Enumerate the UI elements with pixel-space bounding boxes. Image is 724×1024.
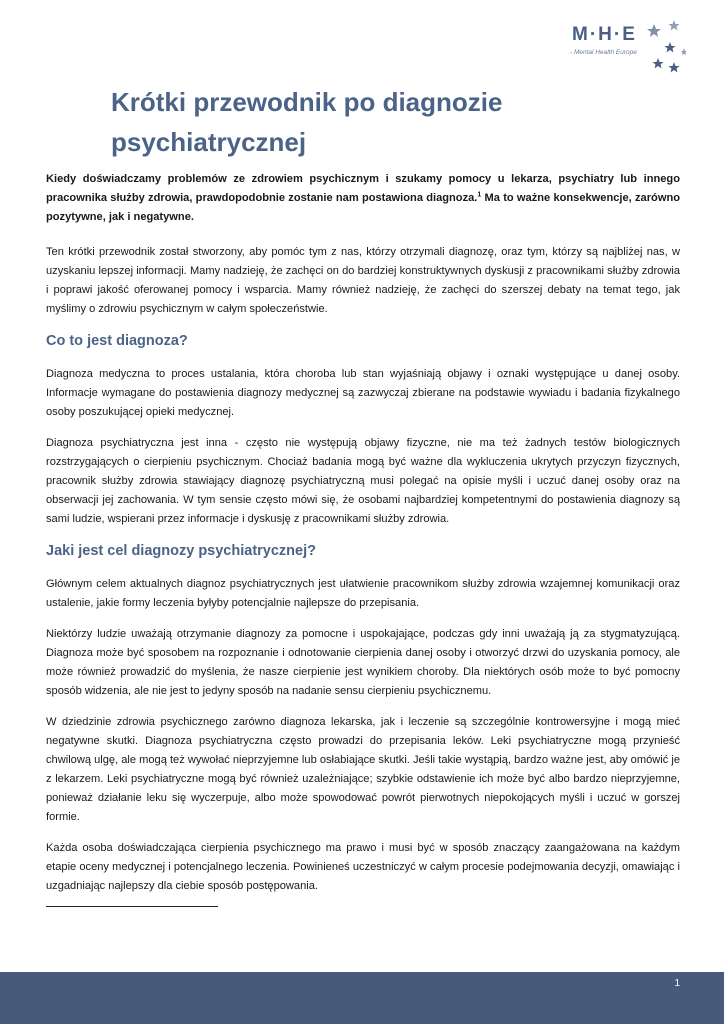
mhe-logo bbox=[566, 18, 686, 80]
intro-lead-text-end: Ma to ważne konsekwencje, zarówno pozytywne, jak i negatywne. bbox=[46, 192, 680, 223]
section2-paragraph-4: Każda osoba doświadczająca cierpienia psychicznego ma prawo i musi być w sposób znaczący zaangażowana na każdym etapie oceny medycznej i potencjalnego leczenia. Powinieneś uczestniczyć w całym procesie podejmowania decyzji, omawiając i uzgadniając najlepszy dla ciebie sposób postępowania. bbox=[46, 842, 680, 892]
section-heading-purpose: Jaki jest cel diagnozy psychiatrycznej? bbox=[46, 543, 316, 559]
section2-paragraph-2: Niektórzy ludzie uważają otrzymanie diagnozy za pomocne i uspokajające, podczas gdy inni uważają ją za stygmatyzującą. Diagnoza może być sposobem na rozpoznanie i odnotowanie cierpienia danej osoby i otworzyć drzwi do uzyskania pomocy, ale może również prowadzić do myślenia, że nasze cierpienie jest wynikiem choroby. Dla niektórych osób może to być pomocny sposób widzenia, ale nie jest to jedyny sposób na nadanie sensu cierpieniu psychicznemu. bbox=[46, 628, 680, 697]
section1-paragraph-1: Diagnoza medyczna to proces ustalania, która choroba lub stan wyjaśniają objawy i oznaki występujące u danej osoby. Informacje wymagane do postawienia diagnozy medycznej są zazwyczaj zbierane na podstawie wywiadu i badania fizykalnego osoby poszukującej opieki medycznej. bbox=[46, 368, 680, 418]
document-body bbox=[46, 170, 680, 908]
footnote-divider bbox=[46, 906, 218, 907]
section-heading-what-is-diagnosis: Co to jest diagnoza? bbox=[46, 333, 188, 349]
page-number: 1 bbox=[674, 978, 680, 989]
section2-paragraph-1: Głównym celem aktualnych diagnoz psychiatrycznych jest ułatwienie pracownikom służby zdrowia wzajemnej komunikacji oraz ustalenie, jakie formy leczenia byłyby potencjalnie najlepsze do przepisania. bbox=[46, 578, 680, 609]
logo-subtitle: - Mental Health Europe bbox=[570, 49, 637, 56]
logo-text: M·H·E bbox=[572, 24, 637, 45]
intro-lead-text: Kiedy doświadczamy problemów ze zdrowiem psychicznym i szukamy pomocy u lekarza, psychiatry lub innego pracownika służby zdrowia, prawdopodobnie zostanie nam postawiona diagnoza. bbox=[46, 173, 680, 204]
page-footer bbox=[0, 972, 724, 1024]
section1-paragraph-2: Diagnoza psychiatryczna jest inna - często nie występują objawy fizyczne, nie ma też żadnych testów biologicznych rozstrzygających o cierpieniu psychicznym. Chociaż badania mogą być ważne dla wykluczenia ukrytych przyczyn fizycznych, pracownik służby zdrowia stawiający diagnozę psychiatryczną musi polegać na opisie myśli i uczuć danej osoby oraz na obserwacji jej zachowania. W tym sensie często mówi się, że osobami najbardziej kompetentnymi do postawienia diagnozy są sami ludzie, wspierani przez informacje i dyskusję z pracownikami służby zdrowia. bbox=[46, 437, 680, 525]
footnote-reference[interactable]: 1 bbox=[477, 191, 482, 199]
section2-paragraph-3: W dziedzinie zdrowia psychicznego zarówno diagnoza lekarska, jak i leczenie są szczególnie kontrowersyjne i mogą mieć negatywne skutki. Diagnoza psychiatryczna często prowadzi do przepisania leków. Leki psychiatryczne mogą przynieść chwilową ulgę, ale mogą też wywołać nieprzyjemne lub osłabiające skutki. Jeśli takie wystąpią, bardzo ważne jest, aby omówić je z lekarzem. Leki psychiatryczne mogą być również uzależniające; szybkie odstawienie ich może być albo bardzo nieprzyjemne, ponieważ działanie leku się wyczerpuje, albo może spowodować powrót pierwotnych niepokojących myśli i uczuć w gorszej formie. bbox=[46, 716, 680, 823]
page-title: Krótki przewodnik po diagnozie psychiatrycznej bbox=[111, 87, 503, 157]
intro-paragraph: Ten krótki przewodnik został stworzony, aby pomóc tym z nas, którzy otrzymali diagnozę, oraz tym, którzy są najbliżej nas, w uzyskaniu lepszej informacji. Mamy nadzieję, że zachęci on do bardziej konstruktywnych dyskusji z pracownikami służby zdrowia i poprawi jakość oferowanej pomocy i wsparcia. Mamy również nadzieję, że zachęci do szerszej debaty na temat tego, jak myślimy o zdrowiu psychicznym w całym społeczeństwie. bbox=[46, 246, 680, 315]
intro-lead bbox=[46, 170, 680, 227]
